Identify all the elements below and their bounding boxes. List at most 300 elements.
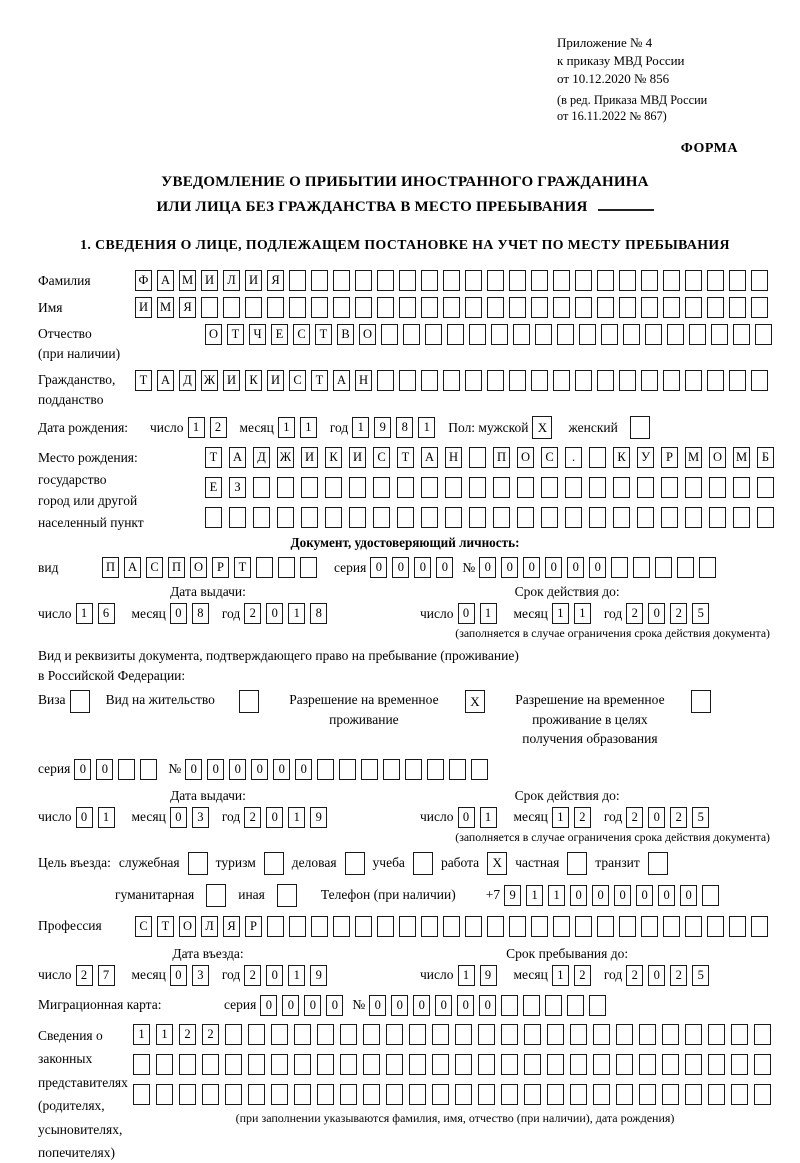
char-cell[interactable] (593, 1054, 610, 1075)
char-cell[interactable] (685, 297, 702, 318)
char-cell[interactable] (731, 1054, 748, 1075)
char-cell[interactable] (301, 507, 318, 528)
char-cell[interactable] (455, 1024, 472, 1045)
char-cell[interactable]: 9 (504, 885, 521, 906)
char-cell[interactable] (729, 916, 746, 937)
char-cell[interactable] (630, 416, 650, 439)
char-cell[interactable]: 9 (480, 965, 497, 986)
purpose-study-checkbox[interactable] (413, 852, 433, 875)
char-cell[interactable] (509, 916, 526, 937)
char-cell[interactable]: 0 (76, 807, 93, 828)
char-cell[interactable] (733, 477, 750, 498)
char-cell[interactable]: 2 (670, 807, 687, 828)
visa-checkbox[interactable] (70, 690, 90, 713)
char-cell[interactable] (707, 270, 724, 291)
char-cell[interactable] (317, 1024, 334, 1045)
char-cell[interactable] (469, 507, 486, 528)
char-cell[interactable] (355, 270, 372, 291)
purpose-private-checkbox[interactable] (567, 852, 587, 875)
char-cell[interactable]: 0 (457, 995, 474, 1016)
char-cell[interactable]: О (205, 324, 222, 345)
char-cell[interactable]: И (349, 447, 366, 468)
char-cell[interactable]: 2 (244, 965, 261, 986)
char-cell[interactable] (570, 1084, 587, 1105)
char-cell[interactable] (469, 447, 486, 468)
char-cell[interactable] (311, 270, 328, 291)
char-cell[interactable]: 0 (260, 995, 277, 1016)
char-cell[interactable] (381, 324, 398, 345)
char-cell[interactable]: 2 (626, 603, 643, 624)
char-cell[interactable]: 1 (480, 603, 497, 624)
char-cell[interactable] (616, 1084, 633, 1105)
char-cell[interactable]: А (421, 447, 438, 468)
char-cell[interactable]: 0 (414, 557, 431, 578)
char-cell[interactable] (340, 1024, 357, 1045)
char-cell[interactable]: 0 (273, 759, 290, 780)
char-cell[interactable] (637, 477, 654, 498)
char-cell[interactable] (567, 995, 584, 1016)
char-cell[interactable]: П (102, 557, 119, 578)
char-cell[interactable] (239, 690, 259, 713)
char-cell[interactable] (118, 759, 135, 780)
char-cell[interactable] (225, 1084, 242, 1105)
char-cell[interactable] (487, 916, 504, 937)
char-cell[interactable] (575, 297, 592, 318)
char-cell[interactable] (589, 995, 606, 1016)
char-cell[interactable] (593, 1024, 610, 1045)
char-cell[interactable] (478, 1054, 495, 1075)
char-cell[interactable] (754, 1054, 771, 1075)
char-cell[interactable] (541, 507, 558, 528)
char-cell[interactable] (553, 916, 570, 937)
char-cell[interactable] (639, 1054, 656, 1075)
char-cell[interactable] (661, 507, 678, 528)
char-cell[interactable] (399, 270, 416, 291)
char-cell[interactable] (248, 1054, 265, 1075)
char-cell[interactable]: И (267, 370, 284, 391)
char-cell[interactable]: X (465, 690, 485, 713)
char-cell[interactable] (541, 477, 558, 498)
char-cell[interactable] (140, 759, 157, 780)
char-cell[interactable]: 2 (244, 807, 261, 828)
char-cell[interactable]: 0 (170, 603, 187, 624)
char-cell[interactable]: 0 (680, 885, 697, 906)
char-cell[interactable]: 9 (374, 417, 391, 438)
char-cell[interactable] (751, 916, 768, 937)
char-cell[interactable] (613, 477, 630, 498)
char-cell[interactable]: 0 (96, 759, 113, 780)
char-cell[interactable]: Т (205, 447, 222, 468)
char-cell[interactable] (589, 447, 606, 468)
char-cell[interactable] (465, 916, 482, 937)
char-cell[interactable] (333, 916, 350, 937)
char-cell[interactable] (524, 1024, 541, 1045)
char-cell[interactable] (432, 1054, 449, 1075)
char-cell[interactable]: Т (315, 324, 332, 345)
char-cell[interactable] (663, 270, 680, 291)
char-cell[interactable] (294, 1084, 311, 1105)
char-cell[interactable] (509, 270, 526, 291)
char-cell[interactable]: 0 (648, 965, 665, 986)
char-cell[interactable]: И (135, 297, 152, 318)
char-cell[interactable]: П (493, 447, 510, 468)
purpose-humanitarian-checkbox[interactable] (206, 884, 226, 907)
char-cell[interactable]: 0 (185, 759, 202, 780)
char-cell[interactable] (349, 507, 366, 528)
char-cell[interactable]: 2 (574, 807, 591, 828)
char-cell[interactable] (613, 507, 630, 528)
char-cell[interactable] (637, 507, 654, 528)
char-cell[interactable]: 0 (545, 557, 562, 578)
char-cell[interactable]: А (157, 370, 174, 391)
char-cell[interactable]: 1 (300, 417, 317, 438)
char-cell[interactable] (256, 557, 273, 578)
char-cell[interactable] (188, 852, 208, 875)
char-cell[interactable]: 1 (552, 965, 569, 986)
char-cell[interactable]: С (373, 447, 390, 468)
char-cell[interactable]: 1 (458, 965, 475, 986)
char-cell[interactable] (575, 370, 592, 391)
char-cell[interactable] (465, 270, 482, 291)
char-cell[interactable] (531, 916, 548, 937)
char-cell[interactable] (685, 1054, 702, 1075)
char-cell[interactable] (363, 1054, 380, 1075)
char-cell[interactable] (333, 270, 350, 291)
char-cell[interactable] (565, 507, 582, 528)
char-cell[interactable]: 0 (501, 557, 518, 578)
char-cell[interactable]: 1 (418, 417, 435, 438)
char-cell[interactable]: 1 (526, 885, 543, 906)
char-cell[interactable]: 5 (692, 807, 709, 828)
char-cell[interactable]: Т (135, 370, 152, 391)
char-cell[interactable]: Я (179, 297, 196, 318)
char-cell[interactable] (432, 1024, 449, 1045)
char-cell[interactable] (663, 297, 680, 318)
char-cell[interactable]: К (245, 370, 262, 391)
char-cell[interactable] (685, 1024, 702, 1045)
char-cell[interactable]: 3 (192, 965, 209, 986)
char-cell[interactable] (363, 1024, 380, 1045)
char-cell[interactable] (133, 1084, 150, 1105)
char-cell[interactable] (317, 1054, 334, 1075)
char-cell[interactable]: 0 (636, 885, 653, 906)
char-cell[interactable] (253, 507, 270, 528)
char-cell[interactable] (661, 477, 678, 498)
char-cell[interactable]: 5 (692, 603, 709, 624)
char-cell[interactable] (553, 270, 570, 291)
char-cell[interactable]: Т (311, 370, 328, 391)
char-cell[interactable] (619, 370, 636, 391)
char-cell[interactable]: 0 (266, 965, 283, 986)
char-cell[interactable] (445, 507, 462, 528)
char-cell[interactable] (623, 324, 640, 345)
char-cell[interactable]: 0 (304, 995, 321, 1016)
char-cell[interactable] (575, 270, 592, 291)
char-cell[interactable] (478, 1084, 495, 1105)
char-cell[interactable]: 2 (574, 965, 591, 986)
char-cell[interactable] (487, 297, 504, 318)
char-cell[interactable] (601, 324, 618, 345)
char-cell[interactable] (597, 370, 614, 391)
char-cell[interactable] (70, 690, 90, 713)
char-cell[interactable] (663, 916, 680, 937)
char-cell[interactable]: А (333, 370, 350, 391)
char-cell[interactable] (277, 507, 294, 528)
char-cell[interactable]: 0 (326, 995, 343, 1016)
char-cell[interactable] (755, 324, 772, 345)
char-cell[interactable]: 8 (310, 603, 327, 624)
char-cell[interactable]: Н (445, 447, 462, 468)
char-cell[interactable] (589, 477, 606, 498)
char-cell[interactable]: Д (179, 370, 196, 391)
char-cell[interactable] (611, 557, 628, 578)
char-cell[interactable] (729, 297, 746, 318)
char-cell[interactable] (421, 916, 438, 937)
char-cell[interactable]: 0 (370, 557, 387, 578)
temp-residence-education-checkbox[interactable] (691, 690, 711, 713)
char-cell[interactable]: 0 (266, 807, 283, 828)
char-cell[interactable] (294, 1054, 311, 1075)
char-cell[interactable]: 8 (192, 603, 209, 624)
char-cell[interactable] (267, 297, 284, 318)
char-cell[interactable]: Я (267, 270, 284, 291)
char-cell[interactable] (397, 507, 414, 528)
char-cell[interactable] (729, 270, 746, 291)
char-cell[interactable] (491, 324, 508, 345)
char-cell[interactable] (253, 477, 270, 498)
char-cell[interactable]: 1 (288, 603, 305, 624)
char-cell[interactable]: М (685, 447, 702, 468)
char-cell[interactable]: 0 (391, 995, 408, 1016)
char-cell[interactable]: X (532, 416, 552, 439)
char-cell[interactable] (616, 1024, 633, 1045)
char-cell[interactable] (271, 1054, 288, 1075)
char-cell[interactable] (685, 477, 702, 498)
char-cell[interactable] (597, 270, 614, 291)
char-cell[interactable]: 7 (98, 965, 115, 986)
char-cell[interactable] (517, 507, 534, 528)
char-cell[interactable]: 0 (282, 995, 299, 1016)
char-cell[interactable]: Л (201, 916, 218, 937)
char-cell[interactable]: Е (205, 477, 222, 498)
char-cell[interactable] (751, 370, 768, 391)
char-cell[interactable]: 0 (458, 807, 475, 828)
char-cell[interactable]: 3 (192, 807, 209, 828)
char-cell[interactable] (709, 507, 726, 528)
char-cell[interactable] (751, 270, 768, 291)
char-cell[interactable] (547, 1024, 564, 1045)
purpose-work-checkbox[interactable] (487, 852, 507, 875)
char-cell[interactable] (729, 370, 746, 391)
char-cell[interactable]: 1 (156, 1024, 173, 1045)
char-cell[interactable] (754, 1084, 771, 1105)
char-cell[interactable]: О (359, 324, 376, 345)
char-cell[interactable] (455, 1084, 472, 1105)
char-cell[interactable]: У (637, 447, 654, 468)
char-cell[interactable] (264, 852, 284, 875)
char-cell[interactable] (685, 1084, 702, 1105)
char-cell[interactable] (377, 297, 394, 318)
char-cell[interactable]: 8 (396, 417, 413, 438)
char-cell[interactable] (531, 270, 548, 291)
char-cell[interactable]: К (325, 447, 342, 468)
char-cell[interactable]: О (709, 447, 726, 468)
char-cell[interactable] (245, 297, 262, 318)
char-cell[interactable] (386, 1084, 403, 1105)
char-cell[interactable] (509, 297, 526, 318)
char-cell[interactable] (289, 270, 306, 291)
char-cell[interactable] (567, 852, 587, 875)
sex-female-checkbox[interactable] (630, 416, 650, 439)
char-cell[interactable]: 0 (658, 885, 675, 906)
char-cell[interactable] (597, 916, 614, 937)
char-cell[interactable] (493, 477, 510, 498)
char-cell[interactable]: 1 (98, 807, 115, 828)
char-cell[interactable] (317, 1084, 334, 1105)
char-cell[interactable] (619, 916, 636, 937)
char-cell[interactable]: А (124, 557, 141, 578)
char-cell[interactable] (616, 1054, 633, 1075)
char-cell[interactable] (662, 1054, 679, 1075)
char-cell[interactable]: Я (223, 916, 240, 937)
char-cell[interactable] (709, 477, 726, 498)
char-cell[interactable]: 0 (570, 885, 587, 906)
char-cell[interactable] (133, 1054, 150, 1075)
char-cell[interactable] (349, 477, 366, 498)
char-cell[interactable] (754, 1024, 771, 1045)
char-cell[interactable] (399, 916, 416, 937)
char-cell[interactable] (413, 852, 433, 875)
char-cell[interactable] (685, 370, 702, 391)
char-cell[interactable] (524, 1054, 541, 1075)
char-cell[interactable]: М (157, 297, 174, 318)
char-cell[interactable]: 0 (589, 557, 606, 578)
char-cell[interactable] (373, 507, 390, 528)
char-cell[interactable] (757, 477, 774, 498)
char-cell[interactable] (201, 297, 218, 318)
char-cell[interactable]: 0 (648, 807, 665, 828)
char-cell[interactable] (471, 759, 488, 780)
char-cell[interactable] (733, 324, 750, 345)
char-cell[interactable]: 0 (295, 759, 312, 780)
char-cell[interactable] (575, 916, 592, 937)
char-cell[interactable]: С (146, 557, 163, 578)
char-cell[interactable] (289, 297, 306, 318)
char-cell[interactable]: 1 (288, 807, 305, 828)
char-cell[interactable] (565, 477, 582, 498)
char-cell[interactable]: 0 (266, 603, 283, 624)
char-cell[interactable] (443, 297, 460, 318)
char-cell[interactable] (179, 1054, 196, 1075)
char-cell[interactable] (478, 1024, 495, 1045)
char-cell[interactable]: И (301, 447, 318, 468)
char-cell[interactable] (386, 1054, 403, 1075)
char-cell[interactable] (202, 1084, 219, 1105)
char-cell[interactable] (377, 270, 394, 291)
char-cell[interactable] (225, 1054, 242, 1075)
char-cell[interactable] (493, 507, 510, 528)
char-cell[interactable]: 2 (76, 965, 93, 986)
char-cell[interactable]: 0 (251, 759, 268, 780)
char-cell[interactable] (633, 557, 650, 578)
char-cell[interactable]: М (179, 270, 196, 291)
char-cell[interactable]: С (135, 916, 152, 937)
char-cell[interactable]: О (179, 916, 196, 937)
char-cell[interactable]: 9 (310, 965, 327, 986)
char-cell[interactable] (465, 370, 482, 391)
char-cell[interactable] (355, 297, 372, 318)
char-cell[interactable]: Р (212, 557, 229, 578)
char-cell[interactable]: 5 (692, 965, 709, 986)
char-cell[interactable]: В (337, 324, 354, 345)
char-cell[interactable] (535, 324, 552, 345)
char-cell[interactable]: 2 (210, 417, 227, 438)
char-cell[interactable] (579, 324, 596, 345)
char-cell[interactable] (655, 557, 672, 578)
char-cell[interactable] (421, 477, 438, 498)
char-cell[interactable]: 1 (76, 603, 93, 624)
char-cell[interactable] (300, 557, 317, 578)
char-cell[interactable] (570, 1054, 587, 1075)
char-cell[interactable] (707, 297, 724, 318)
char-cell[interactable] (271, 1024, 288, 1045)
char-cell[interactable] (545, 995, 562, 1016)
char-cell[interactable] (229, 507, 246, 528)
char-cell[interactable]: 1 (548, 885, 565, 906)
char-cell[interactable]: 0 (523, 557, 540, 578)
char-cell[interactable] (597, 297, 614, 318)
char-cell[interactable] (619, 270, 636, 291)
char-cell[interactable] (156, 1084, 173, 1105)
residence-permit-checkbox[interactable] (239, 690, 259, 713)
char-cell[interactable] (733, 507, 750, 528)
char-cell[interactable]: 0 (369, 995, 386, 1016)
char-cell[interactable] (531, 297, 548, 318)
char-cell[interactable] (702, 885, 719, 906)
char-cell[interactable] (399, 297, 416, 318)
char-cell[interactable]: Ж (201, 370, 218, 391)
char-cell[interactable]: Л (223, 270, 240, 291)
char-cell[interactable]: 1 (352, 417, 369, 438)
char-cell[interactable] (685, 507, 702, 528)
char-cell[interactable] (277, 477, 294, 498)
purpose-tourism-checkbox[interactable] (264, 852, 284, 875)
char-cell[interactable]: Т (234, 557, 251, 578)
char-cell[interactable] (443, 370, 460, 391)
char-cell[interactable]: Б (757, 447, 774, 468)
char-cell[interactable] (648, 852, 668, 875)
char-cell[interactable] (311, 916, 328, 937)
char-cell[interactable] (425, 324, 442, 345)
char-cell[interactable] (707, 370, 724, 391)
char-cell[interactable] (517, 477, 534, 498)
char-cell[interactable] (641, 270, 658, 291)
char-cell[interactable] (645, 324, 662, 345)
char-cell[interactable] (708, 1054, 725, 1075)
char-cell[interactable] (225, 1024, 242, 1045)
char-cell[interactable] (325, 477, 342, 498)
char-cell[interactable] (708, 1084, 725, 1105)
char-cell[interactable]: 1 (552, 603, 569, 624)
char-cell[interactable] (523, 995, 540, 1016)
char-cell[interactable] (465, 297, 482, 318)
char-cell[interactable] (421, 370, 438, 391)
char-cell[interactable]: Т (227, 324, 244, 345)
char-cell[interactable] (363, 1084, 380, 1105)
char-cell[interactable] (501, 1054, 518, 1075)
char-cell[interactable]: 2 (626, 807, 643, 828)
char-cell[interactable] (547, 1054, 564, 1075)
